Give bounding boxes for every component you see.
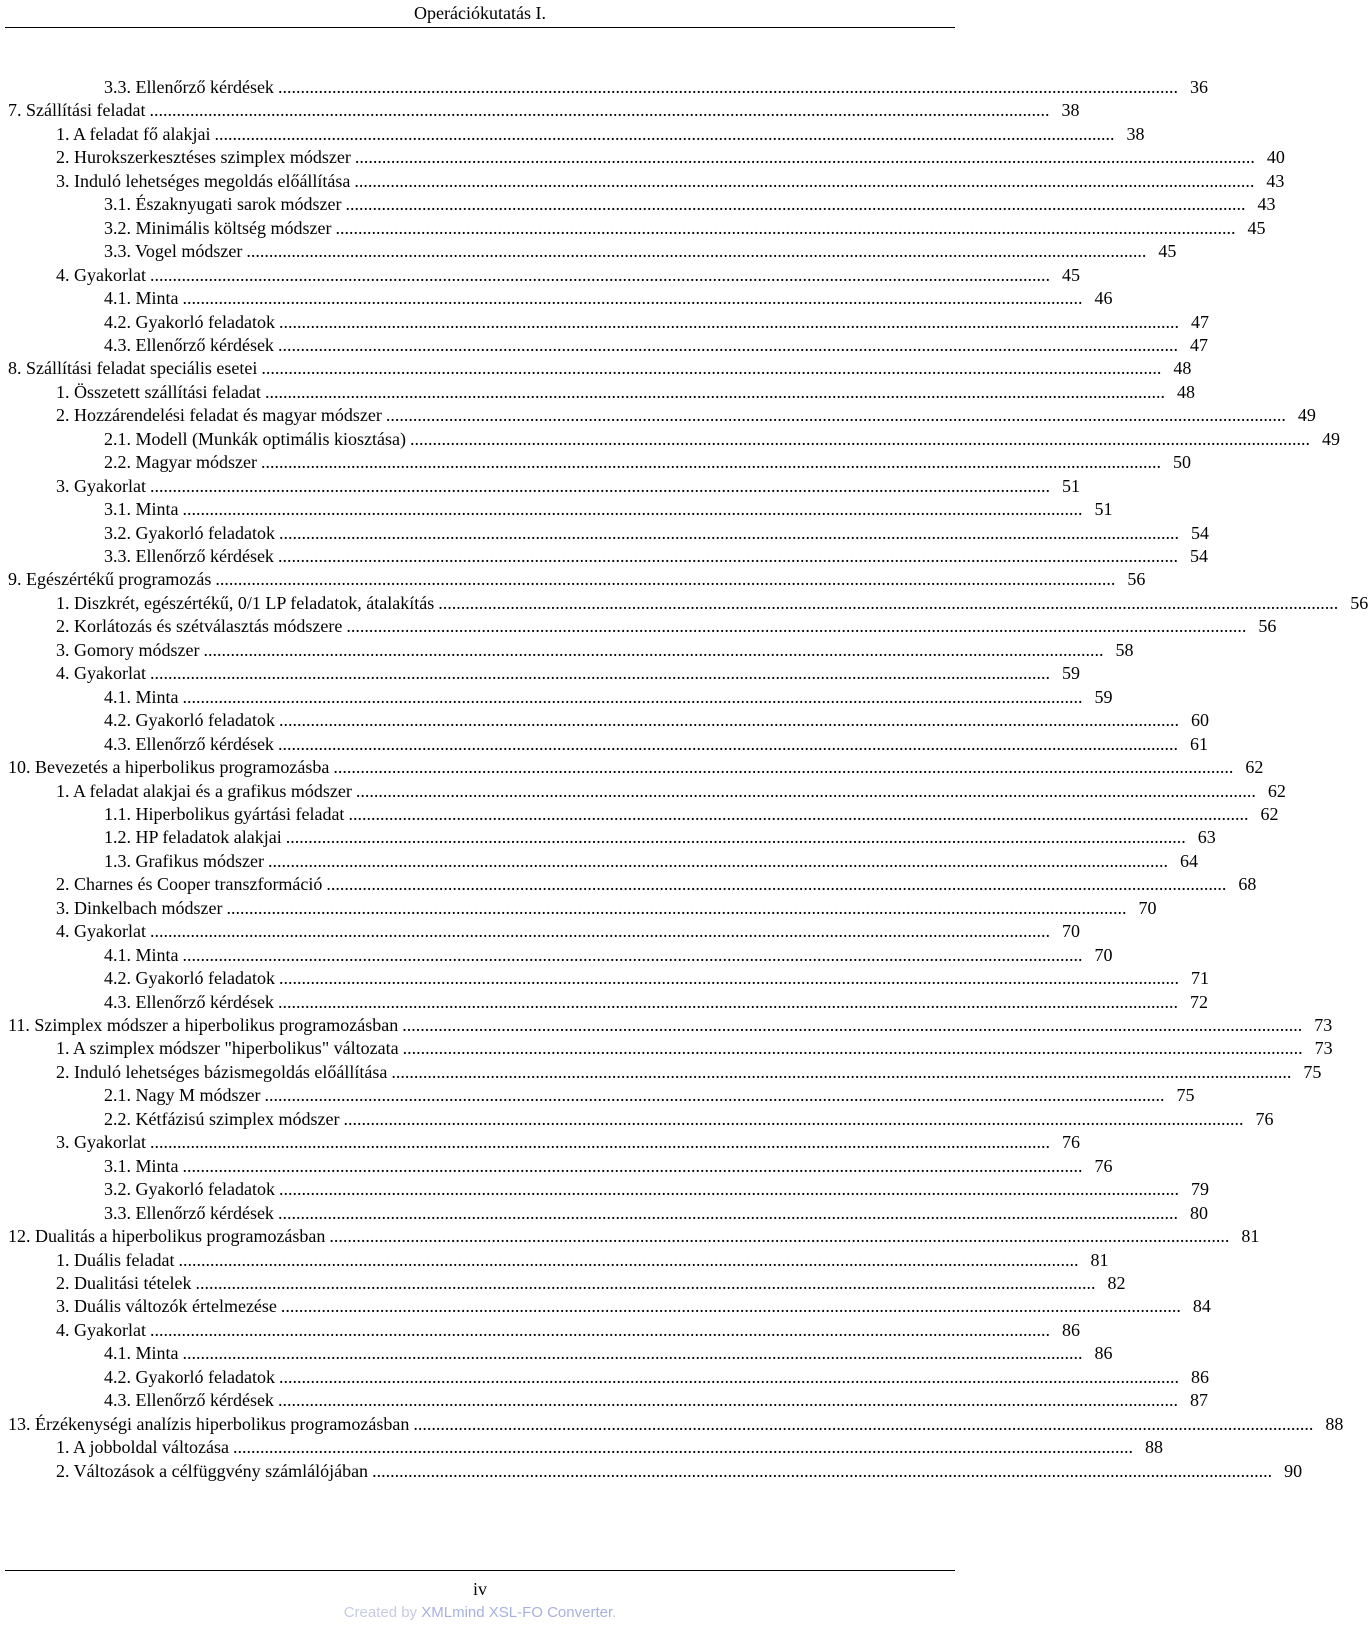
toc-entry[interactable] <box>56 122 1145 146</box>
toc-entry-page: 61 <box>1189 733 1208 754</box>
toc-entry-label: 3.3. Ellenőrző kérdések <box>104 77 274 97</box>
toc-leader-dots: ........................................................................................................................................................................................................ <box>333 757 1234 778</box>
footer-divider <box>5 1570 955 1571</box>
toc-entry-label: 11. Szimplex módszer a hiperbolikus programozásban <box>8 1015 399 1035</box>
toc-entry-label: 4.2. Gyakorló feladatok <box>104 311 275 332</box>
toc-entry-page: 76 <box>1255 1108 1274 1129</box>
toc-leader-dots: ........................................................................................................................................................................................................ <box>277 77 1178 97</box>
toc-entry-label: 2. Hozzárendelési feladat és magyar módszer <box>56 405 382 426</box>
toc-entry-page: 64 <box>1179 850 1198 871</box>
toc-leader-dots: ........................................................................................................................................................................................................ <box>182 499 1083 520</box>
toc-entry-label: 4.1. Minta <box>104 944 179 965</box>
toc-entry[interactable] <box>104 521 1209 545</box>
toc-entry[interactable] <box>104 1177 1209 1201</box>
toc-leader-dots: ........................................................................................................................................................................................................ <box>413 1413 1314 1434</box>
toc-leader-dots: ........................................................................................................................................................................................................ <box>149 100 1050 121</box>
toc-entry-page: 72 <box>1189 991 1208 1012</box>
toc-leader-dots: ........................................................................................................................................................................................................ <box>278 1366 1179 1387</box>
toc-entry-page: 38 <box>1061 100 1080 121</box>
toc-entry-label: 2. Charnes és Cooper transzformáció <box>56 874 323 895</box>
toc-entry[interactable] <box>8 1224 1260 1248</box>
toc-entry-page: 68 <box>1238 874 1257 895</box>
toc-leader-dots: ........................................................................................................................................................................................................ <box>149 663 1050 684</box>
toc-entry[interactable] <box>104 75 1208 99</box>
toc-entry[interactable] <box>56 1271 1126 1295</box>
toc-leader-dots: ........................................................................................................................................................................................................ <box>277 1390 1178 1411</box>
toc-entry[interactable] <box>104 1201 1208 1225</box>
toc-entry[interactable] <box>104 497 1113 521</box>
toc-leader-dots: ........................................................................................................................................................................................................ <box>372 1460 1273 1481</box>
toc-leader-dots: ........................................................................................................................................................................................................ <box>182 1343 1083 1364</box>
toc-entry-label: 3.1. Északnyugati sarok módszer <box>104 194 342 215</box>
toc-leader-dots: ........................................................................................................................................................................................................ <box>345 194 1246 215</box>
toc-leader-dots: ........................................................................................................................................................................................................ <box>261 358 1162 379</box>
toc-leader-dots: ........................................................................................................................................................................................................ <box>278 710 1179 731</box>
toc-entry-page: 84 <box>1192 1296 1211 1317</box>
toc-entry-page: 81 <box>1090 1249 1109 1270</box>
toc-entry-page: 47 <box>1190 311 1209 332</box>
toc-entry-page: 81 <box>1241 1226 1260 1247</box>
header-title: Operációkutatás I. <box>414 3 546 23</box>
toc-entry-page: 40 <box>1266 147 1285 168</box>
toc-entry[interactable] <box>56 638 1134 662</box>
toc-entry-label: 3.3. Ellenőrző kérdések <box>104 1202 274 1223</box>
toc-entry-page: 36 <box>1189 77 1208 97</box>
toc-entry[interactable] <box>104 685 1113 709</box>
toc-entry[interactable] <box>56 919 1080 943</box>
toc-entry-label: 12. Dualitás a hiperbolikus programozásban <box>8 1226 326 1247</box>
toc-entry-label: 8. Szállítási feladat speciális esetei <box>8 358 258 379</box>
toc-entry-page: 43 <box>1266 170 1285 191</box>
toc-leader-dots: ........................................................................................................................................................................................................ <box>203 639 1104 660</box>
toc-entry-page: 59 <box>1061 663 1080 684</box>
toc-entry[interactable] <box>104 1107 1274 1131</box>
credit-brand: XMLmind XSL-FO Converter <box>421 1604 613 1621</box>
toc-leader-dots: ........................................................................................................................................................................................................ <box>149 475 1050 496</box>
toc-entry-label: 2. Dualitási tételek <box>56 1272 192 1293</box>
toc-entry-label: 3.3. Vogel módszer <box>104 241 243 262</box>
toc-leader-dots: ........................................................................................................................................................................................................ <box>335 217 1236 238</box>
toc-leader-dots: ........................................................................................................................................................................................................ <box>346 616 1247 637</box>
toc-entry-label: 13. Érzékenységi analízis hiperbolikus programozásban <box>8 1413 410 1434</box>
toc-leader-dots: ........................................................................................................................................................................................................ <box>178 1249 1079 1270</box>
toc-entry[interactable] <box>56 145 1285 169</box>
toc-entry-page: 75 <box>1303 1061 1322 1082</box>
toc-entry-page: 76 <box>1061 1132 1080 1153</box>
toc-leader-dots: ........................................................................................................................................................................................................ <box>278 968 1179 989</box>
toc-entry-label: 3. Gyakorlat <box>56 1132 146 1153</box>
toc-entry[interactable] <box>56 1435 1163 1459</box>
toc-leader-dots: ........................................................................................................................................................................................................ <box>182 1155 1083 1176</box>
toc-entry[interactable] <box>56 263 1080 287</box>
toc-entry-page: 86 <box>1094 1343 1113 1364</box>
toc-leader-dots: ........................................................................................................................................................................................................ <box>329 1226 1230 1247</box>
toc-entry[interactable] <box>104 310 1209 334</box>
toc-entry-label: 1. A jobboldal változása <box>56 1437 229 1458</box>
toc-leader-dots: ........................................................................................................................................................................................................ <box>402 1038 1303 1059</box>
toc-entry-label: 3.3. Ellenőrző kérdések <box>104 546 274 566</box>
toc-leader-dots: ........................................................................................................................................................................................................ <box>278 311 1179 332</box>
toc-entry[interactable] <box>104 802 1279 826</box>
toc-entry-page: 45 <box>1247 217 1266 238</box>
toc-entry-label: 1.2. HP feladatok alakjai <box>104 827 282 848</box>
toc-entry[interactable] <box>104 1365 1209 1389</box>
toc-entry-label: 1. A feladat alakjai és a grafikus módszer <box>56 780 352 801</box>
toc-entry-label: 4. Gyakorlat <box>56 921 146 942</box>
toc-entry-page: 51 <box>1061 475 1080 496</box>
toc-entry[interactable] <box>104 849 1198 873</box>
toc-leader-dots: ........................................................................................................................................................................................................ <box>226 897 1127 918</box>
toc-leader-dots: ........................................................................................................................................................................................................ <box>214 123 1115 144</box>
toc-entry-label: 3.2. Gyakorló feladatok <box>104 1179 275 1200</box>
toc-entry-label: 3.1. Minta <box>104 1155 179 1176</box>
toc-entry-page: 63 <box>1197 827 1216 848</box>
toc-leader-dots: ........................................................................................................................................................................................................ <box>264 1085 1165 1106</box>
toc-entry-label: 1. Diszkrét, egészértékű, 0/1 LP feladatok, átalakítás <box>56 592 435 613</box>
toc-leader-dots: ........................................................................................................................................................................................................ <box>355 780 1256 801</box>
toc-leader-dots: ........................................................................................................................................................................................................ <box>278 1179 1179 1200</box>
toc-entry-label: 3.1. Minta <box>104 499 179 520</box>
toc-entry-label: 2.2. Kétfázisú szimplex módszer <box>104 1108 340 1129</box>
toc-entry-page: 58 <box>1115 639 1134 660</box>
toc-entry-page: 62 <box>1267 780 1286 801</box>
toc-entry-page: 87 <box>1189 1390 1208 1411</box>
toc-entry-page: 70 <box>1094 944 1113 965</box>
toc-entry-label: 2. Hurokszerkesztéses szimplex módszer <box>56 147 351 168</box>
toc-entry-page: 73 <box>1314 1015 1333 1035</box>
toc-entry[interactable] <box>104 1154 1113 1178</box>
toc-entry-page: 70 <box>1138 897 1157 918</box>
toc-entry[interactable] <box>104 427 1340 451</box>
toc-entry-page: 88 <box>1325 1413 1344 1434</box>
toc-entry-page: 59 <box>1094 686 1113 707</box>
toc-entry-label: 9. Egészértékű programozás <box>8 569 212 590</box>
toc-entry-label: 4.3. Ellenőrző kérdések <box>104 733 274 754</box>
toc-entry-label: 3. Duális változók értelmezése <box>56 1296 277 1317</box>
page-header <box>0 0 960 27</box>
toc-entry-page: 56 <box>1350 592 1368 613</box>
toc-entry-page: 56 <box>1258 616 1277 637</box>
toc-entry[interactable] <box>104 1341 1113 1365</box>
toc-entry[interactable] <box>56 403 1316 427</box>
toc-entry-page: 86 <box>1190 1366 1209 1387</box>
toc-entry-page: 88 <box>1144 1437 1163 1458</box>
toc-entry-page: 60 <box>1190 710 1209 731</box>
toc-entry[interactable] <box>56 380 1195 404</box>
toc-entry-label: 4.2. Gyakorló feladatok <box>104 1366 275 1387</box>
toc-entry-page: 49 <box>1297 405 1316 426</box>
toc-entry[interactable] <box>104 286 1113 310</box>
toc-leader-dots: ........................................................................................................................................................................................................ <box>246 241 1147 262</box>
toc-entry[interactable] <box>56 779 1286 803</box>
toc-entry[interactable] <box>8 567 1146 591</box>
toc-entry-label: 1.1. Hiperbolikus gyártási feladat <box>104 803 345 824</box>
credit-prefix: Created by <box>343 1604 422 1621</box>
toc-leader-dots: ........................................................................................................................................................................................................ <box>354 170 1255 191</box>
toc-entry-page: 56 <box>1127 569 1146 590</box>
toc-leader-dots: ........................................................................................................................................................................................................ <box>348 803 1249 824</box>
toc-entry-label: 4.3. Ellenőrző kérdések <box>104 334 274 355</box>
toc-leader-dots: ........................................................................................................................................................................................................ <box>354 147 1255 168</box>
toc-entry-label: 4.1. Minta <box>104 1343 179 1364</box>
toc-entry-page: 38 <box>1126 123 1145 144</box>
toc-leader-dots: ........................................................................................................................................................................................................ <box>149 1319 1050 1340</box>
toc-entry-page: 79 <box>1190 1179 1209 1200</box>
toc-entry-label: 4.1. Minta <box>104 686 179 707</box>
toc-entry[interactable] <box>56 661 1080 685</box>
toc-entry-label: 2. Korlátozás és szétválasztás módszere <box>56 616 343 637</box>
credit-suffix: . <box>612 1604 617 1621</box>
toc-leader-dots: ........................................................................................................................................................................................................ <box>391 1061 1292 1082</box>
toc-leader-dots: ........................................................................................................................................................................................................ <box>277 733 1178 754</box>
toc-entry[interactable] <box>104 333 1208 357</box>
toc-entry-label: 1. Összetett szállítási feladat <box>56 381 261 402</box>
toc-entry-page: 45 <box>1158 241 1177 262</box>
footer-page-number: iv <box>472 1579 487 1599</box>
toc-leader-dots: ........................................................................................................................................................................................................ <box>277 546 1178 566</box>
toc-entry-page: 62 <box>1245 757 1264 778</box>
toc-entry[interactable] <box>56 169 1285 193</box>
toc-entry[interactable] <box>104 544 1208 568</box>
toc-entry[interactable] <box>56 1459 1303 1483</box>
toc-entry-label: 4. Gyakorlat <box>56 1319 146 1340</box>
toc-leader-dots: ........................................................................................................................................................................................................ <box>149 264 1050 285</box>
toc-entry[interactable] <box>56 614 1277 638</box>
footer-credit <box>0 1603 960 1623</box>
toc-entry-label: 4.1. Minta <box>104 288 179 309</box>
toc-entry-label: 3. Gyakorlat <box>56 475 146 496</box>
toc-leader-dots: ........................................................................................................................................................................................................ <box>182 288 1083 309</box>
toc-leader-dots: ........................................................................................................................................................................................................ <box>277 334 1178 355</box>
toc-entry-label: 4.3. Ellenőrző kérdések <box>104 991 274 1012</box>
toc-leader-dots: ........................................................................................................................................................................................................ <box>149 921 1050 942</box>
toc-entry-page: 54 <box>1189 546 1208 566</box>
toc-entry-page: 48 <box>1176 381 1195 402</box>
toc-entry-page: 86 <box>1061 1319 1080 1340</box>
toc-leader-dots: ........................................................................................................................................................................................................ <box>326 874 1227 895</box>
header-divider <box>5 27 955 28</box>
toc-entry-label: 1. A feladat fő alakjai <box>56 123 211 144</box>
toc-leader-dots: ........................................................................................................................................................................................................ <box>149 1132 1050 1153</box>
toc-entry-label: 2. Induló lehetséges bázismegoldás előállítása <box>56 1061 388 1082</box>
toc-entry[interactable] <box>104 1083 1195 1107</box>
toc-entry-label: 4. Gyakorlat <box>56 663 146 684</box>
toc-entry-page: 90 <box>1284 1460 1303 1481</box>
toc-entry-label: 2.1. Modell (Munkák optimális kiosztása) <box>104 428 406 449</box>
toc-leader-dots: ........................................................................................................................................................................................................ <box>182 686 1083 707</box>
toc-entry-label: 3.2. Minimális költség módszer <box>104 217 332 238</box>
toc-entry-page: 49 <box>1321 428 1340 449</box>
toc-entry[interactable] <box>56 1130 1080 1154</box>
toc-leader-dots: ........................................................................................................................................................................................................ <box>267 850 1168 871</box>
toc-entry[interactable] <box>104 450 1191 474</box>
toc-entry-label: 3. Dinkelbach módszer <box>56 897 223 918</box>
toc-leader-dots: ........................................................................................................................................................................................................ <box>277 1202 1178 1223</box>
toc-entry-label: 3. Gomory módszer <box>56 639 200 660</box>
toc-entry-page: 47 <box>1189 334 1208 355</box>
toc-leader-dots: ........................................................................................................................................................................................................ <box>385 405 1286 426</box>
toc-entry[interactable] <box>8 755 1264 779</box>
toc-entry-label: 1. Duális feladat <box>56 1249 175 1270</box>
toc-entry[interactable] <box>104 708 1209 732</box>
toc-leader-dots: ........................................................................................................................................................................................................ <box>343 1108 1244 1129</box>
toc-leader-dots: ........................................................................................................................................................................................................ <box>260 452 1161 473</box>
toc-entry[interactable] <box>104 732 1208 756</box>
toc-leader-dots: ........................................................................................................................................................................................................ <box>232 1437 1133 1458</box>
toc-entry-page: 51 <box>1094 499 1113 520</box>
toc-entry-page: 76 <box>1094 1155 1113 1176</box>
toc-entry[interactable] <box>56 1060 1322 1084</box>
toc-entry-page: 80 <box>1189 1202 1208 1223</box>
toc-entry-page: 48 <box>1173 358 1192 379</box>
toc-entry[interactable] <box>8 1412 1344 1436</box>
toc-entry-page: 82 <box>1107 1272 1126 1293</box>
toc-entry[interactable] <box>104 192 1276 216</box>
toc-entry[interactable] <box>56 474 1080 498</box>
toc-entry-page: 54 <box>1190 522 1209 543</box>
toc-entry-page: 45 <box>1061 264 1080 285</box>
toc-entry-page: 71 <box>1190 968 1209 989</box>
toc-entry-label: 10. Bevezetés a hiperbolikus programozásba <box>8 757 330 778</box>
toc-leader-dots: ........................................................................................................................................................................................................ <box>278 522 1179 543</box>
toc-entry-label: 2.2. Magyar módszer <box>104 452 257 473</box>
toc-leader-dots: ........................................................................................................................................................................................................ <box>438 592 1339 613</box>
toc-entry[interactable] <box>56 1294 1211 1318</box>
toc-entry[interactable] <box>8 356 1192 380</box>
toc-entry[interactable] <box>104 216 1266 240</box>
toc-entry-page: 75 <box>1176 1085 1195 1106</box>
toc-entry[interactable] <box>8 1013 1333 1037</box>
toc-entry-label: 1. A szimplex módszer "hiperbolikus" változata <box>56 1038 399 1059</box>
toc-entry-label: 3. Induló lehetséges megoldás előállítása <box>56 170 351 191</box>
toc-entry-label: 4.2. Gyakorló feladatok <box>104 710 275 731</box>
toc-entry[interactable] <box>104 943 1113 967</box>
toc-entry[interactable] <box>56 896 1157 920</box>
toc-entry-page: 50 <box>1172 452 1191 473</box>
toc-entry[interactable] <box>104 825 1216 849</box>
toc-entry[interactable] <box>56 872 1257 896</box>
toc-leader-dots: ........................................................................................................................................................................................................ <box>285 827 1186 848</box>
toc-entry-label: 4.3. Ellenőrző kérdések <box>104 1390 274 1411</box>
toc-entry[interactable] <box>56 1036 1333 1060</box>
toc-leader-dots: ........................................................................................................................................................................................................ <box>264 381 1165 402</box>
toc-entry-label: 7. Szállítási feladat <box>8 100 146 121</box>
toc-entry-label: 1.3. Grafikus módszer <box>104 850 264 871</box>
toc-entry-label: 2.1. Nagy M módszer <box>104 1085 261 1106</box>
toc-leader-dots: ........................................................................................................................................................................................................ <box>402 1015 1303 1035</box>
toc-entry[interactable] <box>104 990 1208 1014</box>
toc-entry[interactable] <box>56 1248 1109 1272</box>
toc-entry[interactable] <box>56 1318 1080 1342</box>
toc-leader-dots: ........................................................................................................................................................................................................ <box>277 991 1178 1012</box>
toc-entry-label: 3.2. Gyakorló feladatok <box>104 522 275 543</box>
toc-entry-page: 46 <box>1094 288 1113 309</box>
toc-entry-page: 62 <box>1260 803 1279 824</box>
toc-leader-dots: ........................................................................................................................................................................................................ <box>280 1296 1181 1317</box>
toc-entry-label: 4.2. Gyakorló feladatok <box>104 968 275 989</box>
toc-leader-dots: ........................................................................................................................................................................................................ <box>409 428 1310 449</box>
toc-entry[interactable] <box>8 98 1080 122</box>
toc-entry-page: 73 <box>1314 1038 1333 1059</box>
toc-leader-dots: ........................................................................................................................................................................................................ <box>215 569 1116 590</box>
toc-entry-page: 43 <box>1257 194 1276 215</box>
toc-entry[interactable] <box>104 239 1177 263</box>
toc-entry-page: 70 <box>1061 921 1080 942</box>
toc-entry-label: 2. Változások a célfüggvény számlálójában <box>56 1460 369 1481</box>
toc-entry-label: 4. Gyakorlat <box>56 264 146 285</box>
toc-entry[interactable] <box>56 591 1368 615</box>
toc-leader-dots: ........................................................................................................................................................................................................ <box>195 1272 1096 1293</box>
toc-entry[interactable] <box>104 966 1209 990</box>
toc-leader-dots: ........................................................................................................................................................................................................ <box>182 944 1083 965</box>
toc-entry[interactable] <box>104 1388 1208 1412</box>
